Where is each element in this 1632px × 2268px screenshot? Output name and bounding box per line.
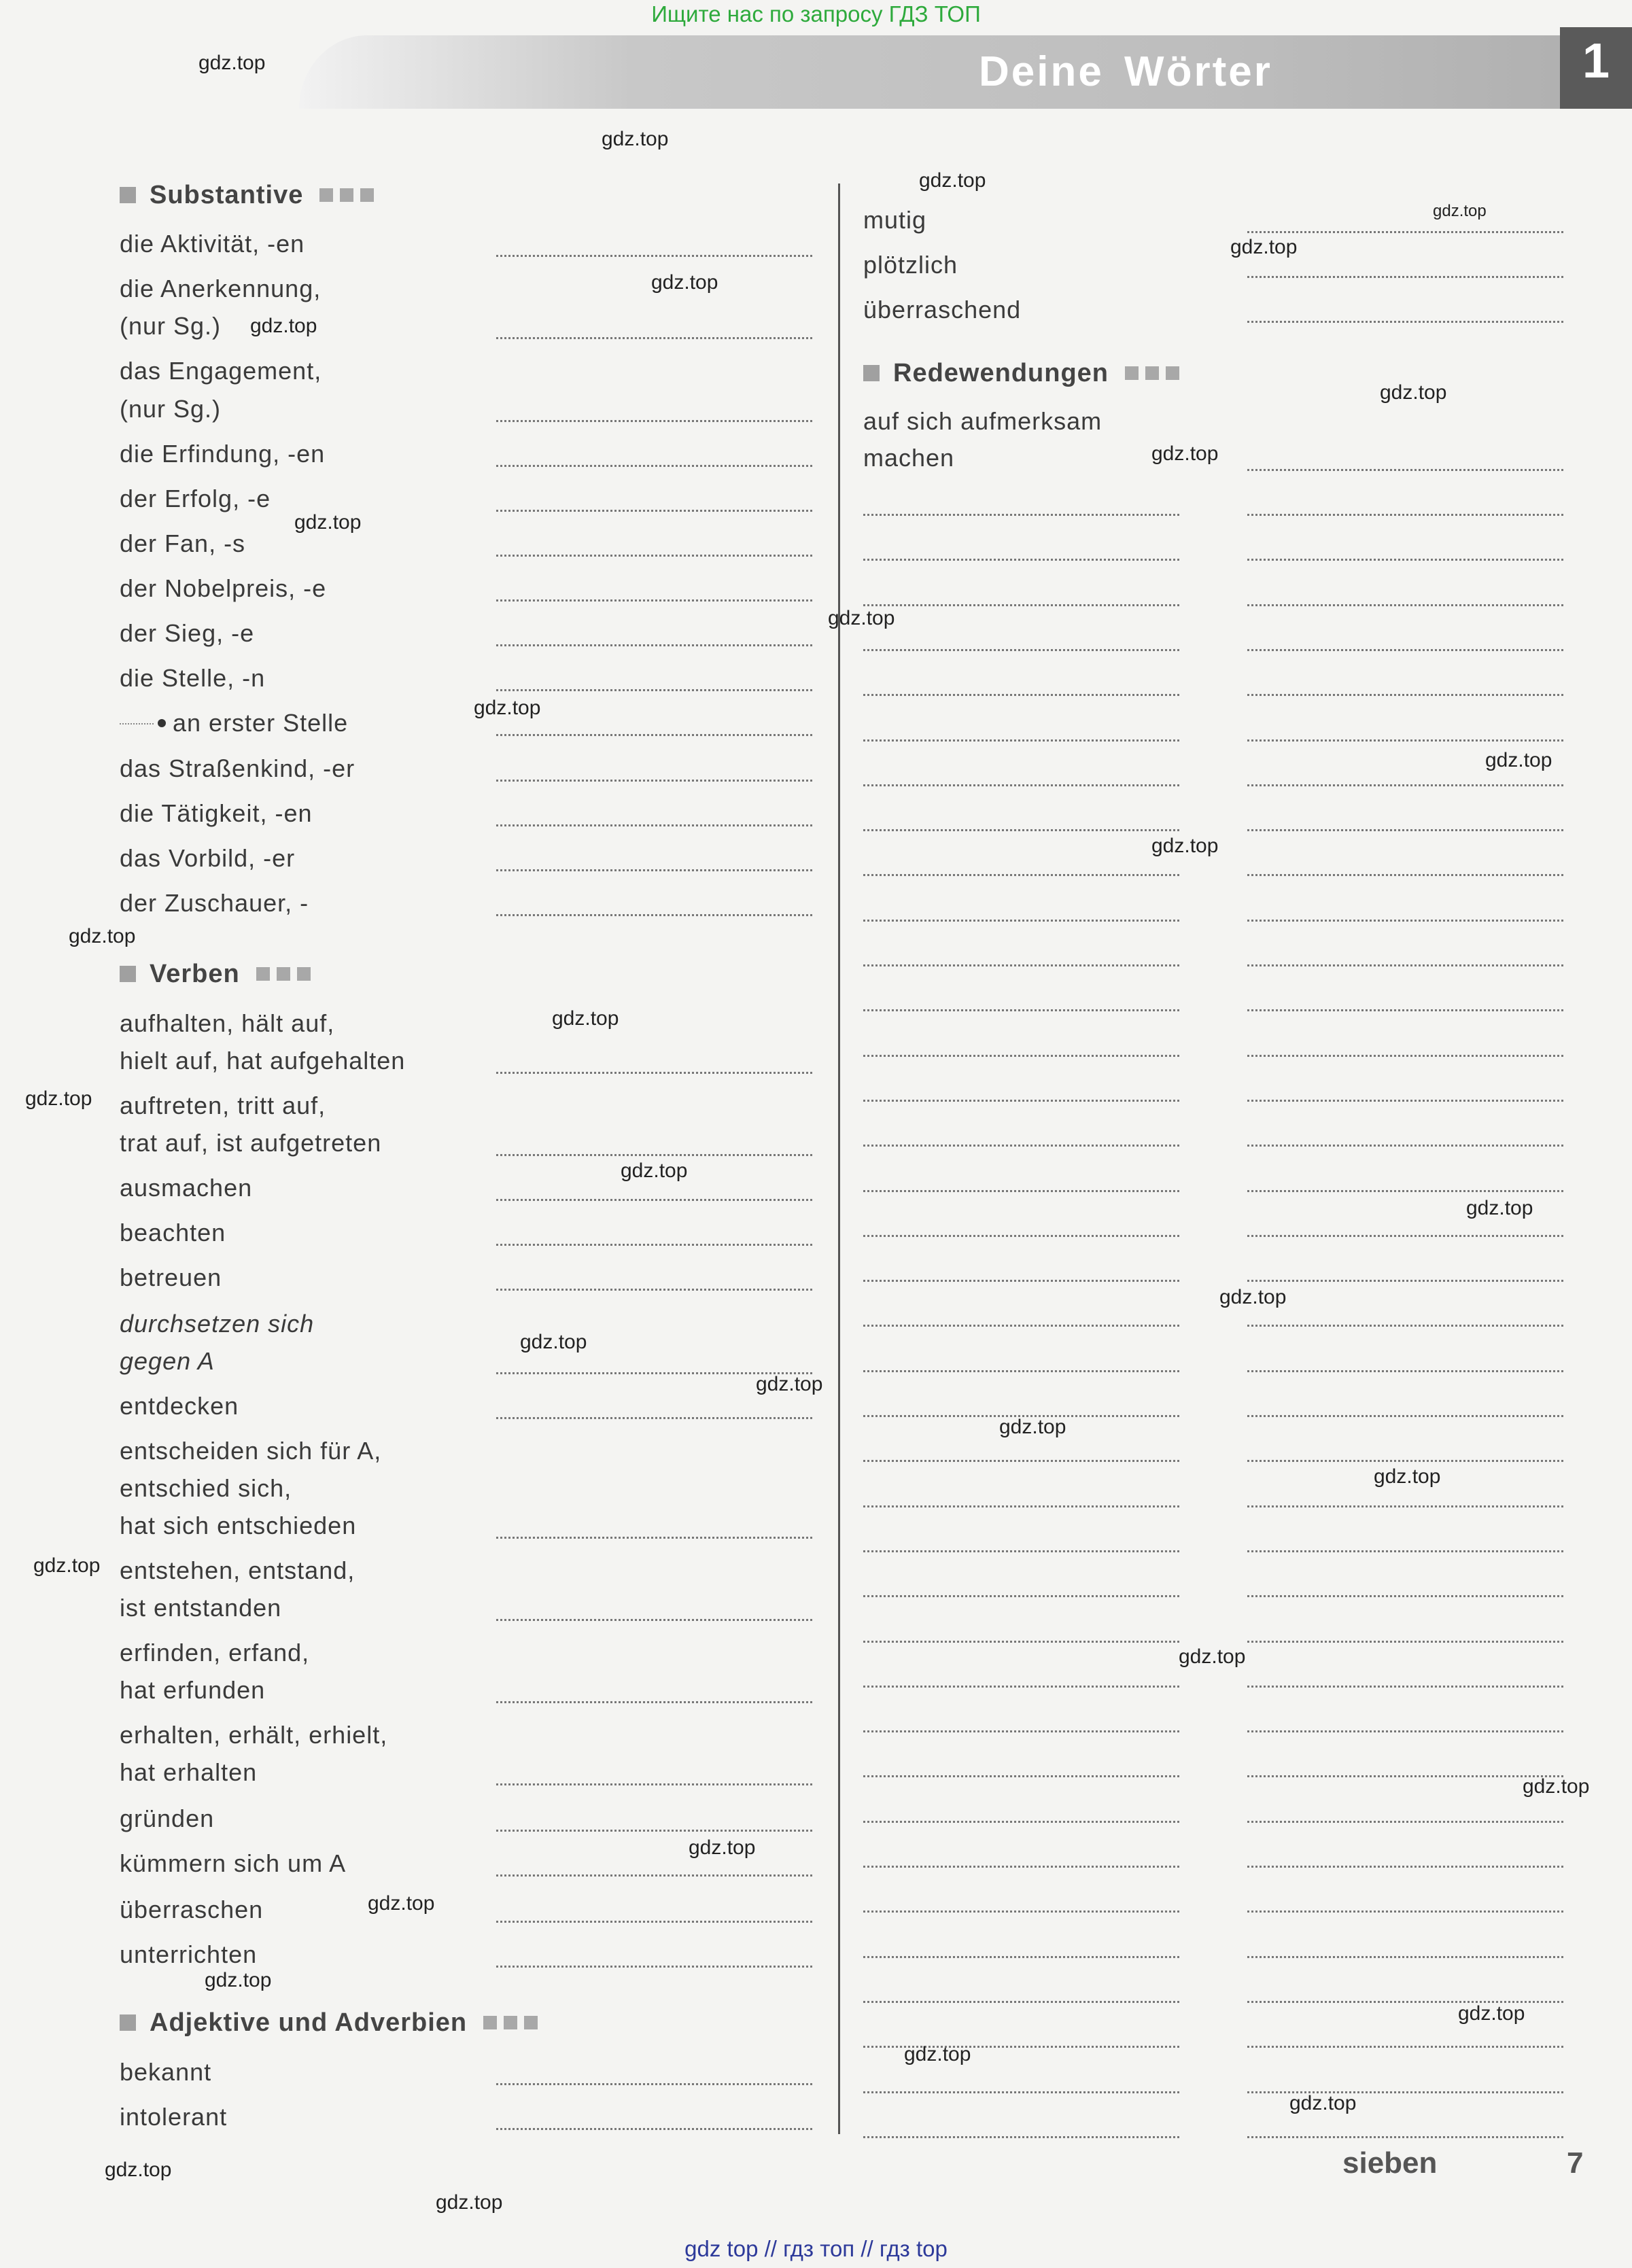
answer-line[interactable] xyxy=(1247,874,1563,876)
answer-line[interactable] xyxy=(1247,1009,1563,1011)
answer-line[interactable] xyxy=(496,1199,812,1201)
answer-line[interactable] xyxy=(863,1505,1179,1507)
header-band xyxy=(299,35,1632,109)
footer-line: gdz top // гдз топ // гдз top xyxy=(684,2236,948,2261)
answer-line[interactable] xyxy=(1247,1866,1563,1868)
entry-kuemmern: kümmern sich um A xyxy=(120,1849,347,1877)
answer-line[interactable] xyxy=(863,829,1179,831)
watermark: gdz.top xyxy=(33,1554,101,1577)
answer-line[interactable] xyxy=(863,784,1179,786)
answer-line[interactable] xyxy=(1247,1911,1563,1913)
answer-line[interactable] xyxy=(1247,1595,1563,1597)
watermark: gdz.top xyxy=(1485,749,1552,771)
watermark: gdz.top xyxy=(294,511,362,534)
answer-line[interactable] xyxy=(496,1289,812,1291)
watermark: gdz.top xyxy=(1151,442,1219,465)
page-word: sieben xyxy=(1342,2146,1438,2180)
answer-line[interactable] xyxy=(1247,739,1563,742)
entry-mutig: mutig xyxy=(863,206,927,234)
watermark: gdz.top xyxy=(904,2043,971,2065)
answer-line[interactable] xyxy=(1247,1235,1563,1237)
answer-line[interactable] xyxy=(863,1370,1179,1372)
watermark: gdz.top xyxy=(1151,835,1219,857)
entry-aufmerksam: auf sich aufmerksam xyxy=(863,407,1103,435)
answer-line[interactable] xyxy=(1247,1956,1563,1958)
answer-line[interactable] xyxy=(496,599,812,601)
entry-durchsetzen: durchsetzen sich xyxy=(120,1310,315,1338)
answer-line[interactable] xyxy=(1247,1505,1563,1507)
answer-line[interactable] xyxy=(496,555,812,557)
entry-anerkennung: die Anerkennung, xyxy=(120,275,322,302)
answer-line[interactable] xyxy=(1247,1775,1563,1777)
answer-line[interactable] xyxy=(1247,1100,1563,1102)
entry-vorbild: das Vorbild, -er xyxy=(120,844,296,872)
entry-aufmerksam-2: machen xyxy=(863,444,955,472)
answer-line[interactable] xyxy=(1247,1821,1563,1823)
entry-erfinden: erfinden, erfand, xyxy=(120,1639,310,1667)
answer-line[interactable] xyxy=(1247,649,1563,651)
answer-line[interactable] xyxy=(1247,604,1563,606)
section-marker xyxy=(120,966,136,982)
answer-line[interactable] xyxy=(863,964,1179,966)
answer-line[interactable] xyxy=(863,1821,1179,1823)
watermark: gdz.top xyxy=(1230,236,1298,258)
entry-an-erster-stelle: an erster Stelle xyxy=(120,704,348,742)
answer-line[interactable] xyxy=(1247,321,1563,323)
answer-line[interactable] xyxy=(863,1911,1179,1913)
entry-entstehen-forms: ist entstanden xyxy=(120,1594,282,1622)
watermark: gdz.top xyxy=(689,1836,756,1859)
column-divider xyxy=(838,184,840,2134)
answer-line[interactable] xyxy=(496,1154,812,1156)
answer-line[interactable] xyxy=(496,1244,812,1246)
watermark: gdz.top xyxy=(474,697,541,719)
answer-line[interactable] xyxy=(1247,559,1563,561)
answer-line[interactable] xyxy=(1247,1055,1563,1057)
entry-bekannt: bekannt xyxy=(120,2058,212,2086)
answer-line[interactable] xyxy=(863,1325,1179,1327)
watermark: gdz.top xyxy=(1179,1645,1246,1668)
watermark: gdz.top xyxy=(436,2191,503,2214)
answer-line[interactable] xyxy=(1247,1370,1563,1372)
answer-line[interactable] xyxy=(496,914,812,916)
answer-line[interactable] xyxy=(1247,1145,1563,1147)
answer-line[interactable] xyxy=(863,739,1179,742)
entry-beachten: beachten xyxy=(120,1219,226,1246)
section-redewendungen: Redewendungen xyxy=(863,359,1179,388)
watermark: gdz.top xyxy=(919,169,986,192)
answer-line[interactable] xyxy=(1247,694,1563,696)
answer-line[interactable] xyxy=(863,1460,1179,1462)
entry-auftreten-forms: trat auf, ist aufgetreten xyxy=(120,1129,382,1157)
watermark: gdz.top xyxy=(602,128,669,150)
watermark: gdz.top xyxy=(1458,2002,1525,2025)
answer-line[interactable] xyxy=(1247,784,1563,786)
entry-fan: der Fan, -s xyxy=(120,529,246,557)
answer-line[interactable] xyxy=(863,604,1179,606)
entry-ueberraschend: überraschend xyxy=(863,296,1022,324)
entry-entscheiden-form3: hat sich entschieden xyxy=(120,1512,357,1539)
watermark: gdz.top xyxy=(1289,2092,1357,2114)
answer-line[interactable] xyxy=(496,255,812,257)
watermark: gdz.top xyxy=(756,1373,823,1395)
entry-ploetzlich: plötzlich xyxy=(863,251,958,279)
answer-line[interactable] xyxy=(496,337,812,339)
answer-line[interactable] xyxy=(496,1619,812,1621)
answer-line[interactable] xyxy=(863,1866,1179,1868)
answer-line[interactable] xyxy=(1247,1460,1563,1462)
entry-anerkennung-note: (nur Sg.) xyxy=(120,312,222,340)
answer-line[interactable] xyxy=(1247,1415,1563,1417)
answer-line[interactable] xyxy=(1247,1550,1563,1552)
entry-engagement: das Engagement, xyxy=(120,357,322,385)
entry-erfinden-forms: hat erfunden xyxy=(120,1676,266,1704)
watermark: gdz.top xyxy=(198,52,266,74)
answer-line[interactable] xyxy=(863,1641,1179,1643)
watermark: gdz.top xyxy=(105,2159,172,2181)
answer-line[interactable] xyxy=(1247,514,1563,516)
entry-erfindung: die Erfindung, -en xyxy=(120,440,326,468)
entry-erfolg: der Erfolg, -e xyxy=(120,485,271,512)
answer-line[interactable] xyxy=(496,1417,812,1419)
answer-line[interactable] xyxy=(1247,829,1563,831)
answer-line[interactable] xyxy=(1247,2046,1563,2048)
entry-entstehen: entstehen, entstand, xyxy=(120,1556,355,1584)
answer-line[interactable] xyxy=(1247,276,1563,278)
section-adjektive: Adjektive und Adverbien xyxy=(120,2008,538,2038)
answer-line[interactable] xyxy=(496,734,812,736)
answer-line[interactable] xyxy=(496,689,812,691)
answer-line[interactable] xyxy=(496,1874,812,1877)
watermark: gdz.top xyxy=(1380,381,1447,404)
watermark: gdz.top xyxy=(368,1892,435,1915)
answer-line[interactable] xyxy=(1247,1280,1563,1282)
answer-line[interactable] xyxy=(863,1190,1179,1192)
answer-line[interactable] xyxy=(496,420,812,422)
section-marker xyxy=(863,365,880,381)
section-marker xyxy=(120,2014,136,2031)
answer-line[interactable] xyxy=(496,2083,812,2085)
watermark: gdz.top xyxy=(621,1159,688,1182)
watermark: gdz.top xyxy=(1433,202,1487,220)
entry-aufhalten: aufhalten, hält auf, xyxy=(120,1009,335,1037)
entry-unterrichten: unterrichten xyxy=(120,1940,258,1968)
answer-line[interactable] xyxy=(496,2128,812,2130)
section-substantive: Substantive xyxy=(120,181,374,210)
entry-entscheiden: entscheiden sich für A, xyxy=(120,1437,382,1465)
page-number: 7 xyxy=(1567,2146,1584,2180)
entry-intolerant: intolerant xyxy=(120,2103,228,2131)
answer-line[interactable] xyxy=(496,1921,812,1923)
entry-betreuen: betreuen xyxy=(120,1263,222,1291)
watermark: gdz.top xyxy=(25,1087,92,1110)
indent-lead xyxy=(120,723,154,725)
watermark: gdz.top xyxy=(828,607,895,629)
answer-line[interactable] xyxy=(863,2001,1179,2003)
answer-line[interactable] xyxy=(496,1830,812,1832)
entry-stelle: die Stelle, -n xyxy=(120,664,266,692)
answer-line[interactable] xyxy=(496,465,812,467)
entry-gruenden: gründen xyxy=(120,1804,215,1832)
entry-entscheiden-form2: entschied sich, xyxy=(120,1474,292,1502)
watermark: gdz.top xyxy=(999,1416,1066,1438)
answer-line[interactable] xyxy=(496,1537,812,1539)
answer-line[interactable] xyxy=(496,1966,812,1968)
entry-nobelpreis: der Nobelpreis, -e xyxy=(120,574,327,602)
answer-line[interactable] xyxy=(863,1280,1179,1282)
entry-taetigkeit: die Tätigkeit, -en xyxy=(120,799,313,827)
answer-line[interactable] xyxy=(496,824,812,826)
answer-line[interactable] xyxy=(863,874,1179,876)
entry-engagement-note: (nur Sg.) xyxy=(120,395,222,423)
page-title: Deine Wörter xyxy=(979,48,1272,95)
answer-line[interactable] xyxy=(863,920,1179,922)
answer-line[interactable] xyxy=(863,2136,1179,2138)
answer-line[interactable] xyxy=(496,1701,812,1703)
answer-line[interactable] xyxy=(863,1730,1179,1732)
watermark: gdz.top xyxy=(205,1969,272,1991)
watermark: gdz.top xyxy=(250,315,317,337)
answer-line[interactable] xyxy=(863,559,1179,561)
answer-line[interactable] xyxy=(863,1100,1179,1102)
answer-line[interactable] xyxy=(1247,1730,1563,1732)
answer-line[interactable] xyxy=(863,1686,1179,1688)
section-marker xyxy=(120,187,136,203)
answer-line[interactable] xyxy=(1247,2136,1563,2138)
answer-line[interactable] xyxy=(863,1235,1179,1237)
answer-line[interactable] xyxy=(1247,231,1563,233)
answer-line[interactable] xyxy=(863,514,1179,516)
entry-sieg: der Sieg, -e xyxy=(120,619,255,647)
entry-entdecken: entdecken xyxy=(120,1392,239,1420)
entry-strassenkind: das Straßenkind, -er xyxy=(120,754,355,782)
answer-line[interactable] xyxy=(863,2091,1179,2093)
answer-line[interactable] xyxy=(1247,1325,1563,1327)
answer-line[interactable] xyxy=(863,1055,1179,1057)
answer-line[interactable] xyxy=(496,1072,812,1074)
entry-erhalten: erhalten, erhält, erhielt, xyxy=(120,1721,388,1749)
answer-line[interactable] xyxy=(1247,469,1563,471)
answer-line[interactable] xyxy=(496,780,812,782)
answer-line[interactable] xyxy=(863,1009,1179,1011)
answer-line[interactable] xyxy=(1247,1641,1563,1643)
chapter-number: 1 xyxy=(1582,34,1610,88)
answer-line[interactable] xyxy=(496,644,812,646)
entry-ausmachen: ausmachen xyxy=(120,1174,253,1202)
answer-line[interactable] xyxy=(496,1783,812,1785)
entry-zuschauer: der Zuschauer, - xyxy=(120,889,309,917)
entry-auftreten: auftreten, tritt auf, xyxy=(120,1092,326,1119)
entry-ueberraschen: überraschen xyxy=(120,1896,264,1923)
watermark: gdz.top xyxy=(69,925,136,947)
answer-line[interactable] xyxy=(1247,964,1563,966)
answer-line[interactable] xyxy=(863,1775,1179,1777)
watermark: gdz.top xyxy=(1374,1465,1441,1488)
watermark: gdz.top xyxy=(552,1007,619,1030)
watermark: gdz.top xyxy=(1466,1197,1533,1219)
watermark: gdz.top xyxy=(1523,1775,1590,1798)
entry-aktivitaet: die Aktivität, -en xyxy=(120,230,305,258)
section-verben: Verben xyxy=(120,960,311,989)
bullet-icon xyxy=(158,719,166,727)
answer-line[interactable] xyxy=(863,1550,1179,1552)
answer-line[interactable] xyxy=(496,869,812,871)
answer-line[interactable] xyxy=(863,649,1179,651)
answer-line[interactable] xyxy=(863,1956,1179,1958)
top-banner: Ищите нас по запросу ГДЗ ТОП xyxy=(651,1,981,27)
answer-line[interactable] xyxy=(496,510,812,512)
watermark: gdz.top xyxy=(651,271,718,294)
entry-durchsetzen-prep: gegen A xyxy=(120,1347,215,1375)
answer-line[interactable] xyxy=(863,1145,1179,1147)
entry-erhalten-forms: hat erhalten xyxy=(120,1758,258,1786)
answer-line[interactable] xyxy=(1247,1686,1563,1688)
watermark: gdz.top xyxy=(1219,1286,1287,1308)
answer-line[interactable] xyxy=(863,1595,1179,1597)
entry-aufhalten-forms: hielt auf, hat aufgehalten xyxy=(120,1047,406,1075)
answer-line[interactable] xyxy=(1247,1190,1563,1192)
answer-line[interactable] xyxy=(863,694,1179,696)
answer-line[interactable] xyxy=(1247,920,1563,922)
watermark: gdz.top xyxy=(520,1331,587,1353)
